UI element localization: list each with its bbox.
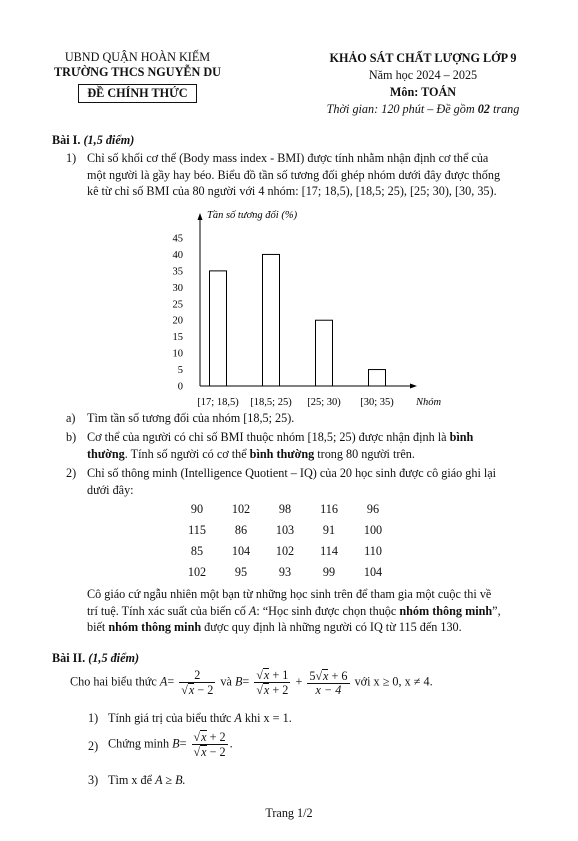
y-tick-label: 25	[172, 299, 183, 311]
y-tick-label: 15	[172, 332, 183, 344]
header-right	[298, 50, 548, 118]
table-cell: 85	[190, 544, 204, 558]
x-axis-arrow	[410, 384, 417, 389]
table-cell: 115	[188, 523, 206, 537]
q2-1-text: Tính giá trị của biểu thức A khi x = 1.	[108, 711, 292, 725]
section-2-points: (1,5 điểm)	[88, 651, 140, 665]
official-exam-stamp: ĐỀ CHÍNH THỨC	[78, 84, 196, 103]
page-footer: Trang 1/2	[265, 806, 313, 820]
subject: Môn: TOÁN	[389, 85, 457, 99]
bar	[210, 271, 227, 386]
bmi-bar-chart	[145, 205, 465, 410]
table-cell: 103	[275, 523, 295, 537]
x-tick-label: [25; 30)	[307, 397, 341, 408]
table-cell: 104	[363, 565, 383, 579]
table-cell: 114	[320, 544, 338, 558]
section-2-title: Bài II.	[52, 651, 86, 665]
table-cell: 98	[278, 502, 292, 516]
q1a-text: Tìm tần số tương đối của nhóm [18,5; 25).	[87, 411, 295, 425]
school-name: TRƯỜNG THCS NGUYỄN DU	[54, 65, 221, 79]
y-tick-label: 45	[172, 233, 183, 245]
table-cell: 102	[231, 502, 251, 516]
q2-number: 2)	[66, 466, 77, 480]
fraction-B1: $\frac{√x + 1}{√x + 2}$	[256, 668, 289, 697]
fraction-A: $\frac{2}{√x - 2}$	[181, 667, 214, 697]
department-name: UBND QUẬN HOÀN KIẾM	[64, 50, 211, 64]
section-1-title: Bài I.	[52, 133, 81, 147]
x-axis-label: Nhóm	[416, 397, 442, 408]
section-1-heading	[52, 132, 134, 149]
table-cell: 95	[234, 565, 248, 579]
header-left	[40, 50, 235, 103]
bar	[369, 370, 386, 386]
q2-2-text: Chứng minh B= $\frac{√x + 2}{√x - 2}$ .	[108, 730, 233, 759]
q2-2-number: 2)	[88, 739, 99, 753]
table-cell: 104	[231, 544, 251, 558]
y-axis-arrow	[198, 213, 203, 220]
x-tick-labels	[197, 397, 394, 408]
exam-title: KHẢO SÁT CHẤT LƯỢNG LỚP 9	[329, 51, 517, 65]
x-tick-label: [30; 35)	[360, 397, 394, 408]
q2-3-number: 3)	[88, 773, 99, 787]
table-cell: 91	[322, 523, 336, 537]
table-cell: 102	[275, 544, 295, 558]
bar	[263, 254, 280, 386]
table-cell: 110	[364, 544, 382, 558]
exam-duration: Thời gian: 120 phút – Đề gồm 02 trang	[326, 102, 520, 116]
table-cell: 96	[366, 502, 380, 516]
table-cell: 99	[322, 565, 336, 579]
bars	[210, 254, 386, 386]
fraction-B2: $\frac{5√x + 6}{x - 4}$	[309, 668, 348, 697]
y-tick-label: 30	[172, 282, 183, 294]
section-2-heading	[52, 650, 139, 667]
table-cell: 90	[190, 502, 204, 516]
y-tick-label: 0	[177, 381, 183, 393]
bar	[316, 320, 333, 386]
table-cell: 116	[320, 502, 338, 516]
y-tick-labels	[173, 234, 184, 393]
q2-probability-text: Cô giáo cứ ngẫu nhiên một bạn từ những học sinh trên để tham gia một cuộc thi về trí tuệ. Tính xác suất của biến cố A: “Học sinh được chọn thuộc nhóm thông minh”, biết nhóm thông minh được quy định là những người có IQ từ 115 đến 130.	[87, 587, 501, 634]
table-row	[175, 562, 395, 583]
y-tick-label: 40	[172, 249, 183, 261]
iq-table	[175, 499, 395, 583]
y-tick-label: 5	[177, 365, 183, 377]
table-row	[175, 541, 395, 562]
q1a-number: a)	[66, 411, 76, 425]
y-tick-label: 20	[172, 315, 183, 327]
y-axis-label: Tần số tương đối (%)	[207, 210, 298, 221]
y-tick-label: 10	[172, 348, 183, 360]
q1b-text: Cơ thể của người có chỉ số BMI thuộc nhóm [18,5; 25) được nhận định là bình thường. Tính số người có cơ thể bình thường trong 80 người trên.	[87, 430, 474, 461]
q2-3-text: Tìm x để A ≥ B.	[108, 773, 186, 787]
section-1-points: (1,5 điểm)	[83, 133, 135, 147]
table-cell: 100	[363, 523, 383, 537]
school-year: Năm học 2024 – 2025	[368, 68, 478, 82]
table-cell: 102	[187, 565, 207, 579]
q1-number: 1)	[66, 151, 77, 165]
q2-text: Chỉ số thông minh (Intelligence Quotient – IQ) của 20 học sinh được cô giáo ghi lại dưới đây:	[87, 466, 497, 497]
q1-text: Chỉ số khối cơ thể (Body mass index - BMI) được tính nhằm nhận định cơ thể của một người là gầy hay béo. Biểu đồ tần số tương đối ghép nhóm dưới đây được thống kê từ chỉ số BMI của 80 người với 4 nhóm: [17; 18,5), [18,5; 25), [25; 30), [30, 35).	[87, 151, 501, 198]
expressions-line: Cho hai biểu thức A= $\frac{2}{√x - 2}$ và B= $\frac{√x + 1}{√x + 2}$ + $\frac{5√x + 6}{x - 4}$ với x ≥ 0, x ≠ 4.	[70, 667, 433, 697]
x-tick-label: [18,5; 25)	[250, 397, 292, 408]
q2-1-number: 1)	[88, 711, 99, 725]
fraction-B-simplified: $\frac{√x + 2}{√x - 2}$	[193, 730, 226, 759]
q1b-number: b)	[66, 430, 77, 444]
table-cell: 93	[278, 565, 292, 579]
table-row	[175, 520, 395, 541]
x-tick-label: [17; 18,5)	[197, 397, 239, 408]
table-row	[175, 499, 395, 520]
table-cell: 86	[234, 523, 248, 537]
y-tick-label: 35	[172, 266, 183, 278]
